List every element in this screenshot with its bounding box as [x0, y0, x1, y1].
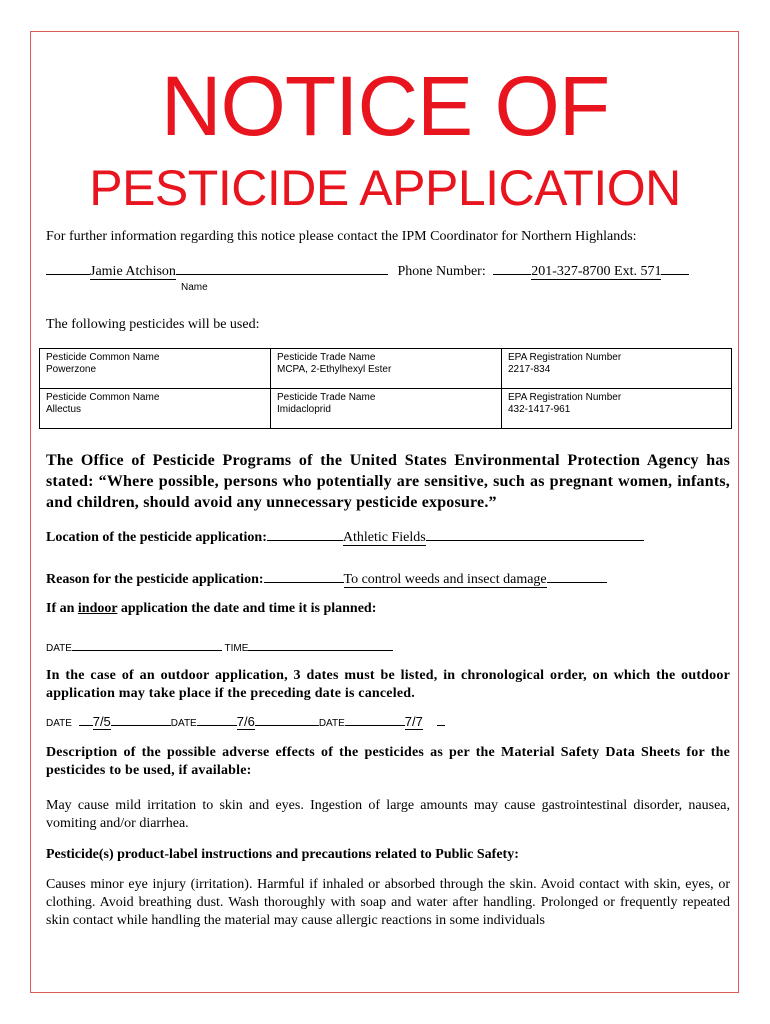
location-value[interactable]: Athletic Fields: [342, 530, 426, 545]
epa-statement: The Office of Pesticide Programs of the United States Environmental Protection Agency has stated: “Where possible, persons who potentially are sensitive, such as pregnant women, infants, and children, should avoid any unnecessary pesticide exposure.”: [46, 452, 730, 511]
title-notice-of: NOTICE OF: [160, 59, 610, 153]
effects-text: May cause mild irritation to skin and eyes. Ingestion of large amounts may cause gastrointestinal disorder, nausea, vomiting and/or diarrhea.: [46, 798, 730, 831]
table-cell: Pesticide Trade Name Imidacloprid: [271, 389, 502, 429]
pesticide-trade-name: Imidacloprid: [277, 404, 331, 415]
pesticides-intro: The following pesticides will be used:: [46, 317, 260, 332]
table-row: [40, 349, 732, 389]
outdoor-date-1[interactable]: 7/5: [92, 714, 111, 729]
precautions-text: Causes minor eye injury (irritation). Harmful if inhaled or absorbed through the skin. Avoid contact with skin, eyes, or clothing. Avoid breathing dust. Wash thoroughly with soap and water after handling. Prolonged or frequently repeated skin contact while handling the material may cause allergic reactions in some individuals: [46, 877, 730, 928]
indoor-date-field[interactable]: [72, 641, 222, 651]
location-line: [46, 530, 644, 546]
table-cell: Pesticide Common Name Allectus: [40, 389, 271, 429]
contact-name-value[interactable]: Jamie Atchison: [90, 264, 176, 279]
location-label: Location of the pesticide application:: [46, 530, 267, 545]
outdoor-dates-line: DATE 7/5 DATE 7/6 DATE 7/7: [46, 714, 445, 729]
pesticide-table: [39, 348, 732, 429]
epa-registration-number: 2217-834: [508, 364, 551, 375]
outdoor-date-2[interactable]: 7/6: [236, 714, 255, 729]
outdoor-instructions: In the case of an outdoor application, 3 dates must be listed, in chronological order, on which the outdoor application may take place if the preceding date is canceled.: [46, 668, 730, 701]
indoor-heading: If an indoor application the date and time it is planned:: [46, 601, 377, 616]
indoor-word: indoor: [77, 601, 118, 616]
reason-line: [46, 572, 607, 588]
effects-heading: Description of the possible adverse effects of the pesticides as per the Material Safety Data Sheets for the pesticides to be used, if available:: [46, 745, 730, 778]
date-label: DATE: [46, 643, 72, 654]
phone-label: Phone Number:: [397, 264, 486, 279]
table-cell: EPA Registration Number 2217-834: [502, 349, 732, 389]
pesticide-common-name: Allectus: [46, 404, 82, 415]
title-pesticide-application: PESTICIDE APPLICATION: [89, 160, 681, 216]
indoor-time-field[interactable]: [248, 641, 393, 651]
contact-instructions: For further information regarding this notice please contact the IPM Coordinator for Northern Highlands:: [46, 229, 637, 244]
precautions-heading: Pesticide(s) product-label instructions and precautions related to Public Safety:: [46, 847, 519, 862]
outdoor-date-3[interactable]: 7/7: [404, 714, 423, 729]
contact-line: [46, 264, 689, 280]
reason-value[interactable]: To control weeds and insect damage: [343, 572, 547, 587]
phone-value[interactable]: 201-327-8700 Ext. 571: [531, 264, 662, 279]
table-cell: Pesticide Common Name Powerzone: [40, 349, 271, 389]
name-caption: Name: [181, 282, 208, 293]
indoor-date-time-line: [46, 641, 393, 654]
table-row: [40, 389, 732, 429]
epa-registration-number: 432-1417-961: [508, 404, 571, 415]
reason-label: Reason for the pesticide application:: [46, 572, 264, 587]
pesticide-common-name: Powerzone: [46, 364, 97, 375]
table-cell: Pesticide Trade Name MCPA, 2-Ethylhexyl Ester: [271, 349, 502, 389]
table-cell: EPA Registration Number 432-1417-961: [502, 389, 732, 429]
time-label: TIME: [224, 643, 249, 654]
pesticide-trade-name: MCPA, 2-Ethylhexyl Ester: [277, 364, 392, 375]
